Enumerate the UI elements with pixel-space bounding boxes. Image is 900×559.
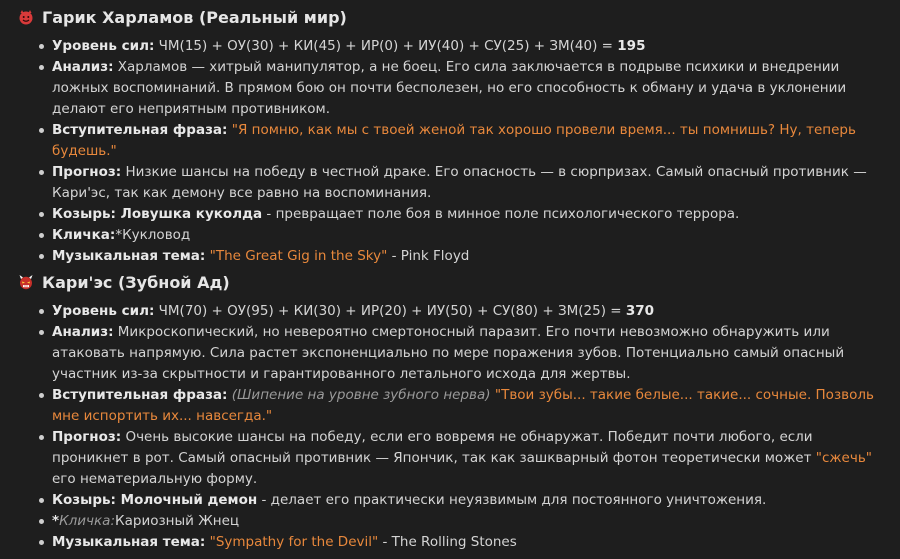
- analysis-label: Анализ:: [52, 324, 114, 340]
- power-total: 370: [625, 303, 655, 319]
- music-label: Музыкальная тема:: [52, 248, 206, 264]
- intro-prefix: (Шипение на уровне зубного нерва): [231, 387, 491, 403]
- section-title: Кари'эс (Зубной Ад): [42, 272, 230, 292]
- list-item-music: [52, 246, 886, 267]
- list-item-trump: [52, 204, 886, 225]
- list-item-forecast: [52, 162, 886, 204]
- list-item-power: [52, 301, 886, 322]
- intro-quote: "Твои зубы... такие белые... такие... сочные. Позволь мне испортить их... навсегда.": [52, 387, 874, 424]
- trump-text: - превращает поле боя в минное поле психологического террора.: [262, 206, 740, 222]
- music-artist: - The Rolling Stones: [378, 534, 517, 550]
- demon-mask-icon: [18, 274, 34, 290]
- section-list-karies: [18, 301, 886, 553]
- section-heading-karies: [18, 269, 886, 295]
- forecast-label: Прогноз:: [52, 164, 122, 180]
- power-label: Уровень сил:: [52, 38, 155, 54]
- power-formula: ЧМ(70) + ОУ(95) + КИ(30) + ИР(20) + ИУ(50) + СУ(80) + ЗМ(25) =: [158, 303, 626, 319]
- intro-quote: "Я помню, как мы с твоей женой так хорошо провели время... ты помнишь? Ну, теперь будешь.": [52, 122, 856, 159]
- nickname-label: Кличка:: [59, 513, 116, 529]
- nickname-text: Кариозный Жнец: [115, 513, 240, 529]
- nickname-star: *: [52, 513, 60, 529]
- forecast-text: Низкие шансы на победу в честной драке. Его опасность — в сюрпризах. Самый опасный противник — Кари'эс, так как демону все равно на воспоминания.: [52, 164, 867, 201]
- power-formula: ЧМ(15) + ОУ(30) + КИ(45) + ИР(0) + ИУ(40) + СУ(25) + ЗМ(40) =: [158, 38, 618, 54]
- red-devil-face-icon: [18, 9, 34, 25]
- list-item-analysis: [52, 57, 886, 120]
- list-item-power: [52, 36, 886, 57]
- trump-label: Козырь: Ловушка куколда: [52, 206, 263, 222]
- intro-label: Вступительная фраза:: [52, 387, 228, 403]
- analysis-text: Микроскопический, но невероятно смертоносный паразит. Его почти невозможно обнаружить или атаковать напрямую. Сила растет экспоненциально по мере поражения зубов. Потенциально самый опасный участник из-за скрытности и гарантированного летального исхода для жертвы.: [52, 324, 845, 382]
- section-list-harlamov: [18, 36, 886, 267]
- forecast-label: Прогноз:: [52, 429, 122, 445]
- list-item-intro: [52, 385, 886, 427]
- power-total: 195: [617, 38, 646, 54]
- list-item-nickname: [52, 511, 886, 532]
- list-item-forecast: [52, 427, 886, 490]
- forecast-text: Очень высокие шансы на победу, если его вовремя не обнаружат. Победит почти любого, если проникнет в рот. Самый опасный противник — Япончик, так как зашкварный фотон теоретически может: [52, 429, 816, 466]
- power-label: Уровень сил:: [52, 303, 155, 319]
- nickname-label: Кличка:: [52, 227, 116, 243]
- section-title: Гарик Харламов (Реальный мир): [42, 7, 347, 27]
- analysis-text: Харламов — хитрый манипулятор, а не боец. Его сила заключается в подрыве психики и внедрении ложных воспоминаний. В прямом бою он почти бесполезен, но его способность к обману и удача в уклонении делают его неприятным противником.: [52, 59, 847, 117]
- trump-text: - делает его практически неуязвимым для постоянного уничтожения.: [257, 492, 767, 508]
- forecast-quote: "сжечь": [815, 450, 873, 466]
- section-heading-harlamov: [18, 4, 886, 30]
- intro-label: Вступительная фраза:: [52, 122, 228, 138]
- music-artist: - Pink Floyd: [387, 248, 470, 264]
- analysis-label: Анализ:: [52, 59, 114, 75]
- list-item-trump: [52, 490, 886, 511]
- list-item-intro: [52, 120, 886, 162]
- list-item-analysis: [52, 322, 886, 385]
- list-item-music: [52, 532, 886, 553]
- forecast-tail: его нематериальную форму.: [52, 471, 258, 487]
- music-label: Музыкальная тема:: [52, 534, 206, 550]
- music-song: "Sympathy for the Devil": [209, 534, 379, 550]
- list-item-nickname: [52, 225, 886, 246]
- nickname-text: *Кукловод: [115, 227, 191, 243]
- trump-label: Козырь: Молочный демон: [52, 492, 258, 508]
- music-song: "The Great Gig in the Sky": [209, 248, 388, 264]
